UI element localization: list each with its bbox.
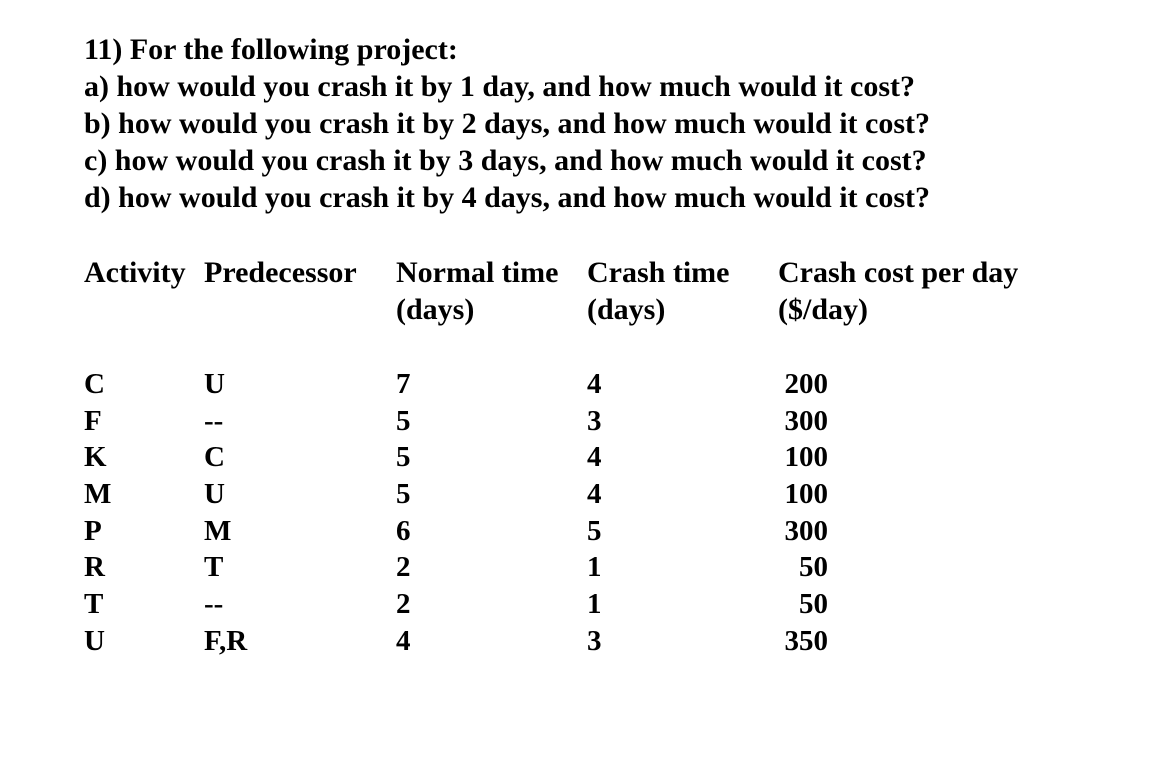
cell-crash-cost: 350 <box>784 624 828 657</box>
question-part-c: c) how would you crash it by 3 days, and how much would it cost? <box>84 144 927 177</box>
question-title: 11) For the following project: <box>84 33 458 66</box>
cell-predecessor: -- <box>204 588 224 621</box>
table-row <box>0 586 1160 623</box>
cell-normal-time: 4 <box>396 624 411 657</box>
cell-predecessor: C <box>204 441 225 474</box>
question-part-a: a) how would you crash it by 1 day, and how much would it cost? <box>84 70 915 103</box>
cell-crash-time: 4 <box>587 368 602 400</box>
header-crash-time: Crash time (days) <box>587 256 730 326</box>
cell-activity: P <box>84 514 102 547</box>
cell-normal-time: 5 <box>396 478 411 511</box>
header-crash-cost-unit: ($/day) <box>778 293 868 326</box>
table-row <box>0 513 1160 550</box>
table-row <box>0 403 1160 440</box>
header-predecessor: Predecessor <box>204 256 357 289</box>
header-normal-time: Normal time (days) <box>396 256 559 326</box>
cell-crash-cost: 100 <box>784 478 828 511</box>
cell-crash-time: 1 <box>587 551 602 584</box>
header-crash-time-unit: (days) <box>587 293 666 326</box>
cell-crash-cost: 50 <box>799 551 828 584</box>
header-activity: Activity <box>84 256 186 289</box>
cell-crash-cost: 300 <box>784 514 828 547</box>
cell-activity: F <box>84 404 102 437</box>
cell-crash-time: 4 <box>587 441 602 474</box>
cell-predecessor: U <box>204 478 225 511</box>
cell-crash-cost: 300 <box>784 404 828 437</box>
table-row <box>0 549 1160 586</box>
table-row <box>0 439 1160 476</box>
cell-normal-time: 6 <box>396 514 411 547</box>
cell-predecessor: -- <box>204 404 224 437</box>
cell-normal-time: 5 <box>396 441 411 474</box>
table-row <box>0 623 1160 660</box>
cell-crash-cost: 100 <box>784 441 828 474</box>
cell-predecessor: T <box>204 551 224 584</box>
cell-predecessor: M <box>204 514 232 547</box>
question-part-d: d) how would you crash it by 4 days, and how much would it cost? <box>84 181 931 214</box>
cell-activity: U <box>84 624 105 657</box>
table-row <box>0 366 1160 403</box>
cell-normal-time: 2 <box>396 551 411 584</box>
cell-crash-time: 4 <box>587 478 602 511</box>
cell-crash-time: 5 <box>587 514 602 547</box>
cell-activity: T <box>84 588 104 621</box>
cell-predecessor: F,R <box>204 624 248 657</box>
activity-table-body <box>0 366 1160 660</box>
cell-crash-cost: 50 <box>799 588 828 621</box>
cell-normal-time: 2 <box>396 588 411 621</box>
question-block <box>84 31 930 216</box>
cell-crash-time: 3 <box>587 624 602 657</box>
table-row <box>0 476 1160 513</box>
header-normal-time-unit: (days) <box>396 293 475 326</box>
cell-predecessor: U <box>204 368 225 400</box>
cell-normal-time: 7 <box>396 368 411 400</box>
question-part-b: b) how would you crash it by 2 days, and how much would it cost? <box>84 107 931 140</box>
cell-crash-time: 1 <box>587 588 602 621</box>
cell-normal-time: 5 <box>396 404 411 437</box>
cell-crash-time: 3 <box>587 404 602 437</box>
cell-activity: M <box>84 478 112 511</box>
cell-activity: R <box>84 551 105 584</box>
header-crash-cost: Crash cost per day ($/day) <box>778 256 1019 326</box>
cell-activity: K <box>84 441 107 474</box>
cell-activity: C <box>84 368 105 400</box>
cell-crash-cost: 200 <box>784 368 828 400</box>
